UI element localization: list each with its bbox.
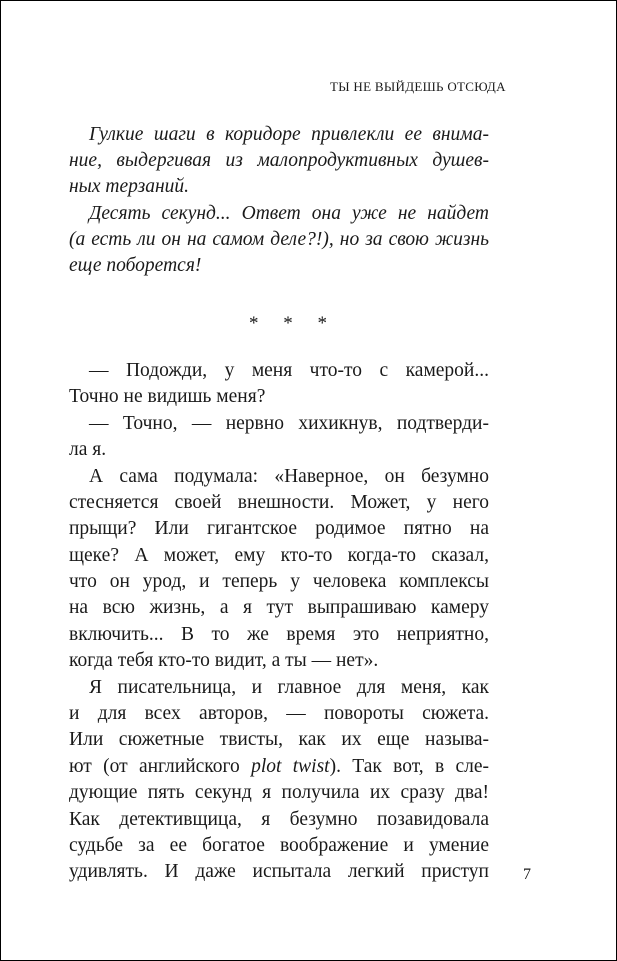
text-line: Десять секунд... Ответ она уже не найдет	[89, 203, 489, 224]
text-line: А сама подумала: «Наверное, он безумно	[89, 466, 489, 487]
emphasis-text: plot twist	[251, 756, 330, 777]
text-line: (а есть ли он на самом деле?!), но за свою жизнь	[69, 229, 489, 250]
running-head: ТЫ НЕ ВЫЙДЕШЬ ОТСЮДА	[330, 79, 506, 94]
text-line: прыщи? Или гигантское родимое пятно на	[69, 518, 489, 539]
text-line: что он урод, и теперь у человека комплексы	[69, 571, 489, 592]
text-line: — Точно, — нервно хихикнув, подтверди-	[89, 413, 489, 434]
text-line: включить... В то же время это неприятно,	[69, 624, 489, 645]
text-line: когда тебя кто-то видит, а ты — нет».	[69, 650, 379, 671]
text-line	[69, 754, 489, 780]
text-line: дующие пять секунд я получила их сразу два!	[69, 782, 489, 803]
text-line: удивлять. И даже испытала легкий приступ	[69, 861, 489, 882]
text-line: и для всех авторов, — повороты сюжета.	[69, 703, 489, 724]
text-line: Точно не видишь меня?	[69, 386, 266, 407]
text-line: Я писательница, и главное для меня, как	[89, 677, 489, 698]
text-fragment: ). Так вот, в сле-	[329, 756, 489, 777]
text-line: еще поборется!	[69, 255, 202, 276]
section-separator: * * *	[249, 313, 337, 334]
text-line: Гулкие шаги в коридоре привлекли ее внима-	[89, 124, 489, 145]
page-number: 7	[523, 866, 531, 883]
text-line: ние, выдергивая из малопродуктивных душев-	[69, 150, 489, 171]
text-line: стесняется своей внешности. Может, у него	[69, 492, 489, 513]
text-fragment: ют (от английского	[69, 756, 252, 777]
text-line: ла я.	[69, 439, 107, 460]
text-line: на всю жизнь, а я тут выпрашиваю камеру	[69, 597, 489, 618]
text-line: судьбе за ее богатое воображение и умение	[69, 835, 489, 856]
text-line: Как детективщица, я безумно позавидовала	[69, 809, 489, 830]
text-line: щеке? А может, ему кто-то когда-то сказал,	[69, 545, 489, 566]
text-line: Или сюжетные твисты, как их еще называ-	[69, 729, 489, 750]
text-line: — Подожди, у меня что-то с камерой...	[89, 360, 489, 381]
text-line: ных терзаний.	[69, 176, 190, 197]
